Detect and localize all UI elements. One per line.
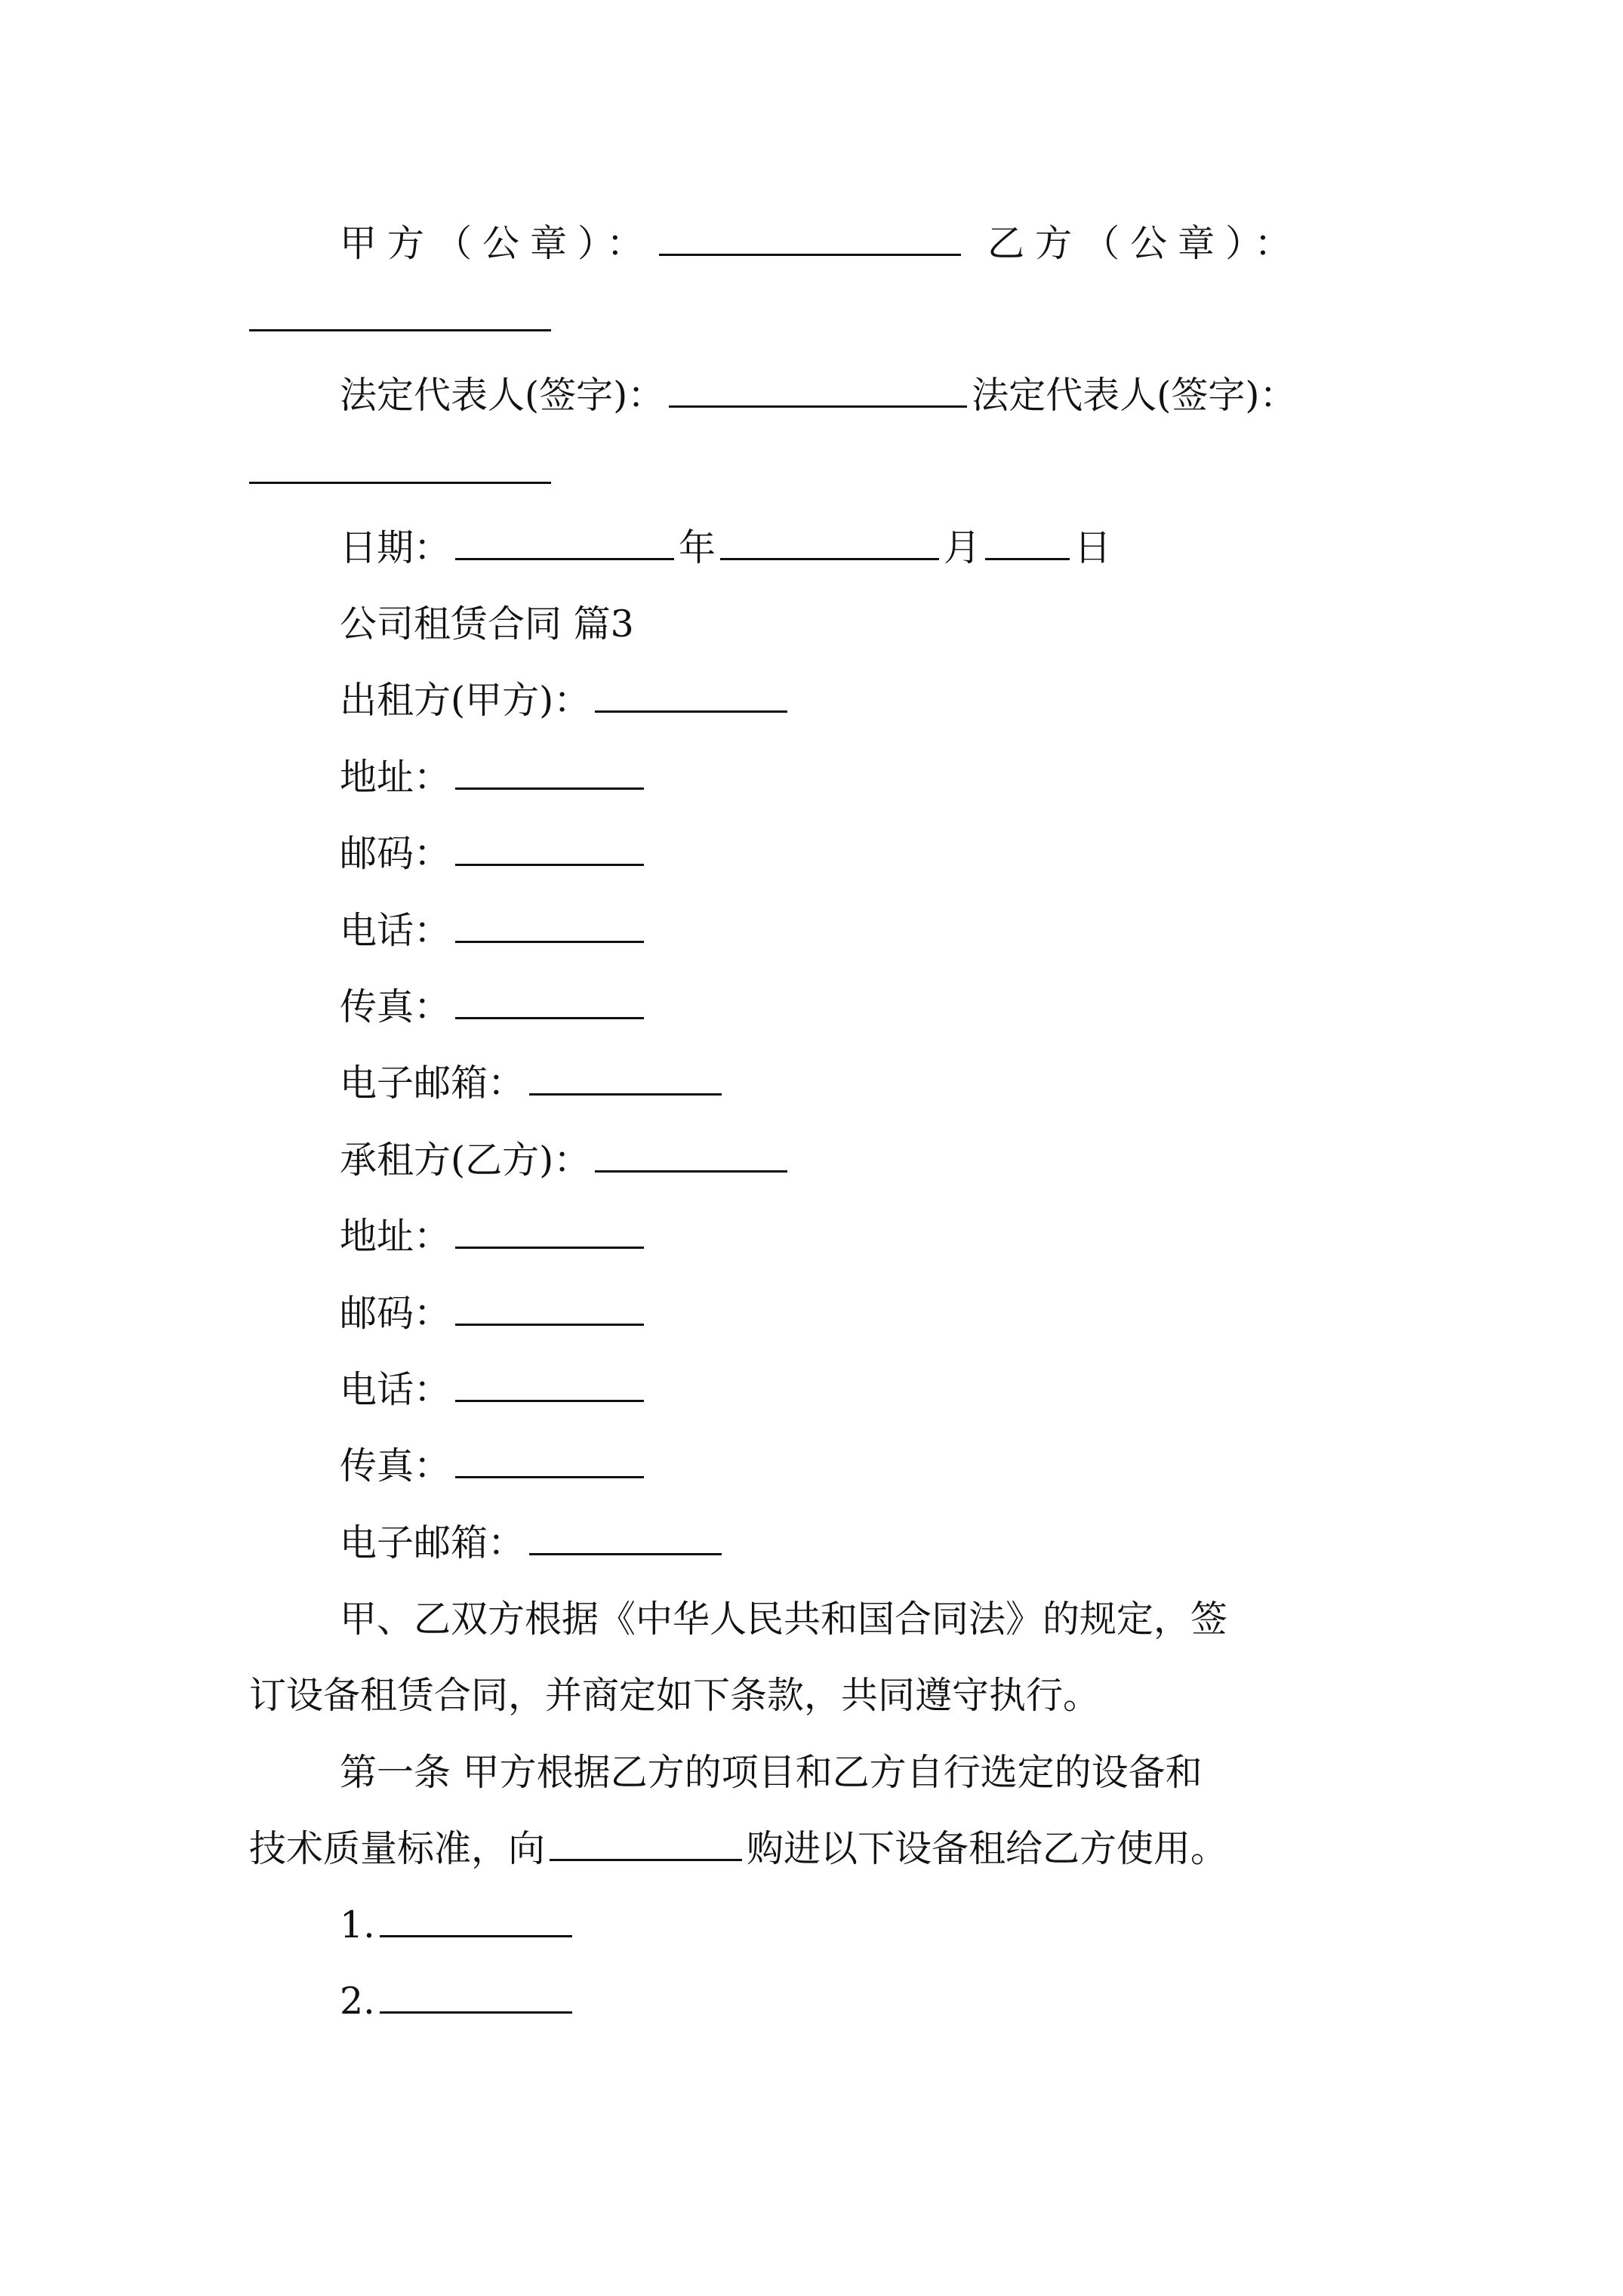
lessee-email-line bbox=[0, 1520, 1623, 1567]
lessee-fax-blank bbox=[455, 1446, 644, 1478]
date-month: 月 bbox=[944, 526, 981, 569]
item-1-line bbox=[0, 1902, 1623, 1949]
lessee-phone-label: 电话： bbox=[340, 1368, 451, 1411]
section-title: 公司租赁合同 篇3 bbox=[340, 603, 634, 646]
lessor-postcode-label: 邮码： bbox=[340, 832, 451, 875]
party-a-seal-label: 甲方（公章）： bbox=[340, 222, 654, 265]
supplier-blank bbox=[550, 1829, 742, 1861]
legal-rep-b-label: 法定代表人(签字)： bbox=[972, 374, 1297, 417]
lessor-email-line bbox=[0, 1060, 1623, 1107]
article1-pre-text: 技术质量标准，向 bbox=[249, 1827, 546, 1870]
article1-line-2 bbox=[0, 1826, 1623, 1872]
lessor-blank bbox=[595, 680, 787, 713]
legal-rep-b-blank bbox=[249, 451, 551, 484]
lessee-email-label: 电子邮箱： bbox=[340, 1521, 525, 1564]
lessor-postcode-line bbox=[0, 831, 1623, 877]
lessor-phone-label: 电话： bbox=[340, 909, 451, 952]
party-b-seal-label: 乙方（公章）： bbox=[987, 222, 1302, 265]
lessor-address-line bbox=[0, 754, 1623, 801]
lessor-fax-label: 传真： bbox=[340, 985, 451, 1028]
intro-line-2: 订设备租赁合同，并商定如下条款，共同遵守执行。 bbox=[249, 1674, 1101, 1717]
article1-post-text: 购进以下设备租给乙方使用。 bbox=[747, 1827, 1228, 1870]
legal-rep-a-blank bbox=[669, 375, 967, 408]
lessor-phone-line bbox=[0, 908, 1623, 954]
item-1-number: 1. bbox=[340, 1903, 375, 1946]
lessee-postcode-label: 邮码： bbox=[340, 1292, 451, 1335]
lessor-label: 出租方(甲方)： bbox=[340, 679, 591, 722]
lessor-email-blank bbox=[529, 1063, 722, 1096]
lessee-line bbox=[0, 1137, 1623, 1184]
lessor-phone-blank bbox=[455, 911, 644, 943]
lessee-phone-blank bbox=[455, 1370, 644, 1402]
legal-rep-a-label: 法定代表人(签字)： bbox=[340, 374, 665, 417]
date-line bbox=[0, 525, 1623, 572]
date-year-blank bbox=[455, 528, 674, 560]
lessor-fax-blank bbox=[455, 987, 644, 1019]
lessee-postcode-line bbox=[0, 1290, 1623, 1337]
legal-rep-b-blank-line bbox=[0, 448, 1623, 495]
party-b-seal-blank bbox=[249, 299, 551, 331]
item-2-blank bbox=[380, 1981, 572, 2014]
item-1-blank bbox=[380, 1905, 572, 1937]
legal-rep-line bbox=[0, 372, 1623, 419]
lessee-address-label: 地址： bbox=[340, 1215, 451, 1258]
date-year: 年 bbox=[679, 526, 716, 569]
lessor-address-label: 地址： bbox=[340, 756, 451, 799]
party-a-seal-blank bbox=[659, 223, 961, 256]
article1-line-1: 第一条 甲方根据乙方的项目和乙方自行选定的设备和 bbox=[340, 1751, 1203, 1794]
date-label: 日期： bbox=[340, 526, 451, 569]
lessor-address-blank bbox=[455, 757, 644, 790]
lessee-email-blank bbox=[529, 1523, 722, 1555]
party-b-seal-blank-line bbox=[0, 296, 1623, 343]
date-month-blank bbox=[720, 528, 939, 560]
item-2-number: 2. bbox=[340, 1980, 375, 2023]
date-day-blank bbox=[985, 528, 1070, 560]
lessee-fax-label: 传真： bbox=[340, 1444, 451, 1487]
lessee-label: 承租方(乙方)： bbox=[340, 1139, 591, 1182]
lessee-phone-line bbox=[0, 1367, 1623, 1413]
item-2-line bbox=[0, 1978, 1623, 2025]
lessor-line bbox=[0, 677, 1623, 724]
lessor-email-label: 电子邮箱： bbox=[340, 1062, 525, 1105]
party-seal-line bbox=[0, 220, 1623, 267]
lessor-postcode-blank bbox=[455, 834, 644, 866]
lessee-fax-line bbox=[0, 1443, 1623, 1490]
lessee-postcode-blank bbox=[455, 1293, 644, 1326]
date-day: 日 bbox=[1074, 526, 1112, 569]
lessee-address-blank bbox=[455, 1216, 644, 1249]
intro-line-1: 甲、乙双方根据《中华人民共和国合同法》的规定，签 bbox=[340, 1598, 1228, 1641]
lessor-fax-line bbox=[0, 984, 1623, 1031]
lessee-blank bbox=[595, 1140, 787, 1173]
lessee-address-line bbox=[0, 1213, 1623, 1260]
